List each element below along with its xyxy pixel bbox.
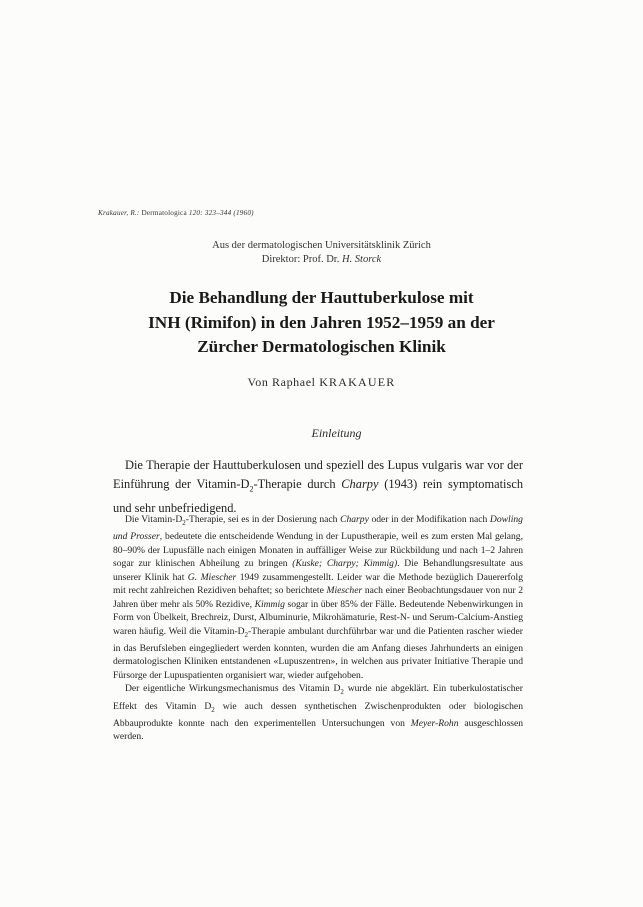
lead-reference: Charpy bbox=[341, 476, 379, 491]
p2-reference: Meyer-Rohn bbox=[410, 717, 459, 729]
lead-text-2: -Therapie durch bbox=[253, 476, 342, 491]
lead-text-1: Die Therapie der Hauttuberkulosen und speziell des Lupus vulgaris war vor der Einführung der Vitamin-D bbox=[113, 458, 523, 491]
p1-text: Die Vitamin-D bbox=[125, 514, 183, 525]
body-text bbox=[113, 513, 523, 744]
p2-text: wurde nie abgeklärt. Ein tuberkulostatischer Effekt des Vitamin D bbox=[113, 683, 523, 712]
author-prefix: Von Raphael bbox=[247, 375, 316, 389]
citation-author: Krakauer, R.: bbox=[98, 209, 140, 217]
p2-text: ausgeschlossen werden. bbox=[113, 717, 523, 743]
p1-reference: Kimmig bbox=[254, 598, 285, 610]
affiliation-line: Aus der dermatologischen Universitätsklinik Zürich bbox=[212, 240, 431, 251]
director-name: H. Storck bbox=[341, 254, 382, 265]
p1-reference: Charpy bbox=[340, 514, 369, 525]
p2-subscript: 2 bbox=[211, 705, 215, 714]
p1-text: 1949 zusammengestellt. Leider war die Methode bezüglich Dauererfolg mit recht zahlreichen Rezidiven behaftet; so berichtete bbox=[113, 571, 523, 597]
title-line-1: Die Behandlung der Hauttuberkulose mit bbox=[169, 288, 474, 307]
p1-reference: (Kuske; Charpy; Kimmig) bbox=[292, 558, 398, 570]
section-heading: Einleitung bbox=[311, 426, 362, 440]
article-title bbox=[0, 286, 643, 360]
p1-subscript: 2 bbox=[244, 630, 249, 639]
lead-paragraph bbox=[113, 456, 523, 518]
p2-text: wie auch dessen synthetischen Zwischenprodukten oder biologischen Abbauprodukte konnte nach den experimentellen Untersuchungen von bbox=[113, 700, 523, 729]
citation-volume-pages: 120: 323–344 (1960) bbox=[188, 209, 254, 217]
title-line-3: Zürcher Dermatologischen Klinik bbox=[197, 337, 446, 356]
author-surname: KRAKAUER bbox=[319, 375, 396, 389]
p1-subscript: 2 bbox=[182, 518, 186, 527]
p2-text: Der eigentliche Wirkungsmechanismus des Vitamin D bbox=[125, 683, 341, 695]
title-line-2: INH (Rimifon) in den Jahren 1952–1959 an der bbox=[148, 312, 495, 332]
p1-reference: G. Miescher bbox=[187, 571, 237, 583]
director-label: Direktor: Prof. Dr. bbox=[261, 254, 340, 265]
p1-reference: Dowling und Prosser bbox=[113, 514, 523, 543]
p1-text: . Die Behandlungsresultate aus unserer Klinik hat bbox=[113, 558, 524, 583]
lead-subscript: 2 bbox=[249, 484, 254, 494]
director-line bbox=[0, 254, 643, 265]
p1-text: nach einer Beobachtungsdauer von nur 2 Jahren über mehr als 50% Rezidive, bbox=[113, 585, 523, 610]
p1-reference: Miescher bbox=[326, 585, 363, 597]
p1-text: -Therapie ambulant durchführbar war und die Patienten rascher wieder in das Berufsleben eingegliedert werden konnten, wurden die am Anfang dieses Jahrhunderts an einigen dermatologischen Kliniken entstandenen «Lupuszentren», in welchen aus privater Initiative Therapie und Fürsorge der Lupuspatienten organisiert war, wieder aufgehoben. bbox=[113, 625, 523, 681]
body-paragraph-1 bbox=[113, 513, 523, 682]
citation-line bbox=[98, 209, 254, 217]
p1-text: sogar in über 85% der Fälle. Bedeutende Nebenwirkungen in Form von Übelkeit, Brechreiz, Durst, Albuminurie, Mikrohämaturie, Rest-N- und Serum-Calcium-Anstieg waren häufig. Weil die Vitamin-D bbox=[113, 598, 523, 637]
p1-text: oder in der Modifikation nach bbox=[368, 514, 490, 525]
body-paragraph-2 bbox=[113, 682, 523, 744]
author-byline bbox=[0, 375, 643, 390]
p1-text: , bedeutete die entscheidende Wendung in der Lupustherapie, weil es zum ersten Mal gelang, 80–90% der Lupusfälle nach einigen Monaten in auffälliger Weise zur Rückbildung und nach 1–2 Jahren sogar zur klinischen Abheilung zu bringen bbox=[113, 531, 523, 570]
citation-journal: Dermatologica bbox=[141, 209, 187, 217]
p1-text: -Therapie, sei es in der Dosierung nach bbox=[185, 514, 341, 525]
p2-subscript: 2 bbox=[340, 688, 344, 697]
lead-text-3: (1943) rein symptomatisch und sehr unbefriedigend. bbox=[113, 476, 524, 516]
